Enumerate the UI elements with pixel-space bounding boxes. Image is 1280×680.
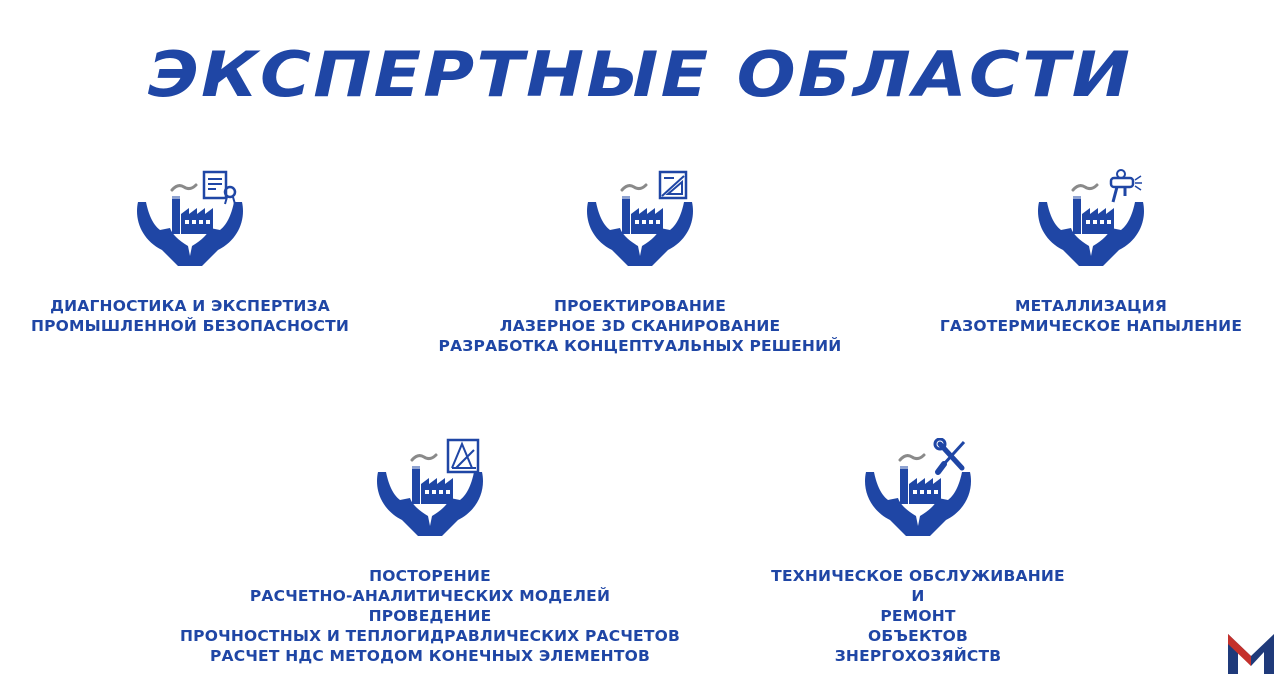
- hands-factory-icon: [860, 438, 976, 548]
- area-card-maintenance: [658, 438, 1178, 666]
- area-caption: ТЕХНИЧЕСКОЕ ОБСЛУЖИВАНИЕ И РЕМОНТ ОБЪЕКТОВ ЗНЕРГОХОЗЯЙСТВ: [771, 567, 1065, 665]
- area-card-design: [380, 168, 900, 356]
- certificate-icon: [204, 172, 235, 204]
- spray-gun-icon: [1111, 170, 1142, 202]
- area-caption: МЕТАЛЛИЗАЦИЯ ГАЗОТЕРМИЧЕСКОЕ НАПЫЛЕНИЕ: [939, 297, 1243, 335]
- area-caption: ДИАГНОСТИКА И ЭКСПЕРТИЗА ПРОМЫШЛЕННОЙ БЕЗОПАСНОСТИ: [30, 297, 350, 335]
- blueprint-icon: [660, 172, 686, 198]
- wrench-screwdriver-icon: [935, 439, 964, 472]
- drawing-tools-icon: [448, 440, 478, 472]
- page-title: ЭКСПЕРТНЫЕ ОБЛАСТИ: [147, 38, 1133, 111]
- hands-factory-icon: [132, 168, 248, 278]
- hands-factory-icon: [1033, 168, 1149, 278]
- hands-factory-icon: [582, 168, 698, 278]
- area-card-metallization: [831, 168, 1280, 336]
- area-card-modeling: [170, 438, 690, 666]
- area-caption: ПОСТОРЕНИЕ РАСЧЕТНО-АНАЛИТИЧЕСКИХ МОДЕЛЕЙ ПРОВЕДЕНИЕ ПРОЧНОСТНЫХ И ТЕПЛОГИДРАВЛИЧЕСКИХ РАСЧЕТОВ РАСЧЕТ НДС МЕТОДОМ КОНЕЧНЫХ ЭЛЕМЕНТОВ: [179, 567, 681, 665]
- hands-factory-icon: [372, 438, 488, 548]
- area-caption: ПРОЕКТИРОВАНИЕ ЛАЗЕРНОЕ 3D СКАНИРОВАНИЕ РАЗРАБОТКА КОНЦЕПТУАЛЬНЫХ РЕШЕНИЙ: [438, 297, 842, 355]
- company-logo-icon: [1226, 630, 1276, 676]
